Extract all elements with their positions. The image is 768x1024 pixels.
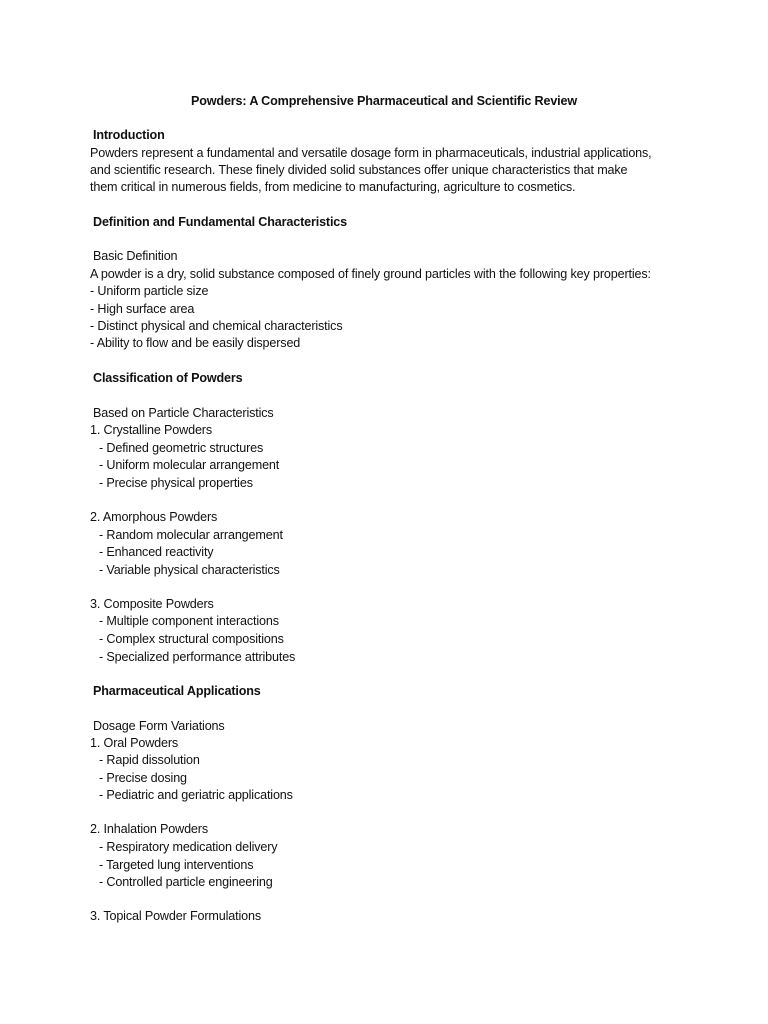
intro-paragraph-line: Powders represent a fundamental and versatile dosage form in pharmaceuticals, industrial applications, (90, 146, 652, 160)
list-item: - Precise dosing (99, 771, 187, 785)
list-item: - Multiple component interactions (99, 614, 279, 628)
subheading-dosage-form-variations: Dosage Form Variations (93, 719, 225, 733)
section-heading-applications: Pharmaceutical Applications (93, 684, 261, 698)
list-item: - Rapid dissolution (99, 753, 200, 767)
section-heading-definition: Definition and Fundamental Characteristics (93, 215, 348, 229)
list-item: - Enhanced reactivity (99, 545, 214, 559)
list-group-title: 3. Composite Powders (90, 597, 214, 611)
list-item: - Variable physical characteristics (99, 563, 280, 577)
list-item: - Random molecular arrangement (99, 528, 283, 542)
list-group-title: 2. Amorphous Powders (90, 510, 218, 524)
list-group-title: 1. Oral Powders (90, 736, 179, 750)
section-heading-introduction: Introduction (93, 128, 165, 142)
list-group-title: 2. Inhalation Powders (90, 822, 208, 836)
subheading-particle-characteristics: Based on Particle Characteristics (93, 406, 274, 420)
list-item: - Defined geometric structures (99, 441, 264, 455)
document-title: Powders: A Comprehensive Pharmaceutical and Scientific Review (190, 94, 578, 108)
list-item: - Targeted lung interventions (99, 858, 254, 872)
list-item: - Uniform molecular arrangement (99, 458, 280, 472)
list-item: - Precise physical properties (99, 476, 253, 490)
list-item: - Specialized performance attributes (99, 650, 296, 664)
list-group-title: 3. Topical Powder Formulations (90, 909, 261, 923)
definition-lead: A powder is a dry, solid substance composed of finely ground particles with the following key properties: (90, 267, 651, 281)
list-item: - High surface area (90, 302, 195, 316)
subheading-basic-definition: Basic Definition (93, 249, 178, 263)
list-item: - Respiratory medication delivery (99, 840, 278, 854)
list-item: - Ability to flow and be easily dispersed (90, 336, 301, 350)
list-item: - Complex structural compositions (99, 632, 284, 646)
list-item: - Pediatric and geriatric applications (99, 788, 293, 802)
list-item: - Uniform particle size (90, 284, 209, 298)
list-item: - Controlled particle engineering (99, 875, 273, 889)
intro-paragraph-line: them critical in numerous fields, from medicine to manufacturing, agriculture to cosmetics. (90, 180, 576, 194)
list-group-title: 1. Crystalline Powders (90, 423, 212, 437)
list-item: - Distinct physical and chemical characteristics (90, 319, 343, 333)
intro-paragraph-line: and scientific research. These finely divided solid substances offer unique characteristics that make (90, 163, 628, 177)
section-heading-classification: Classification of Powders (93, 371, 243, 385)
